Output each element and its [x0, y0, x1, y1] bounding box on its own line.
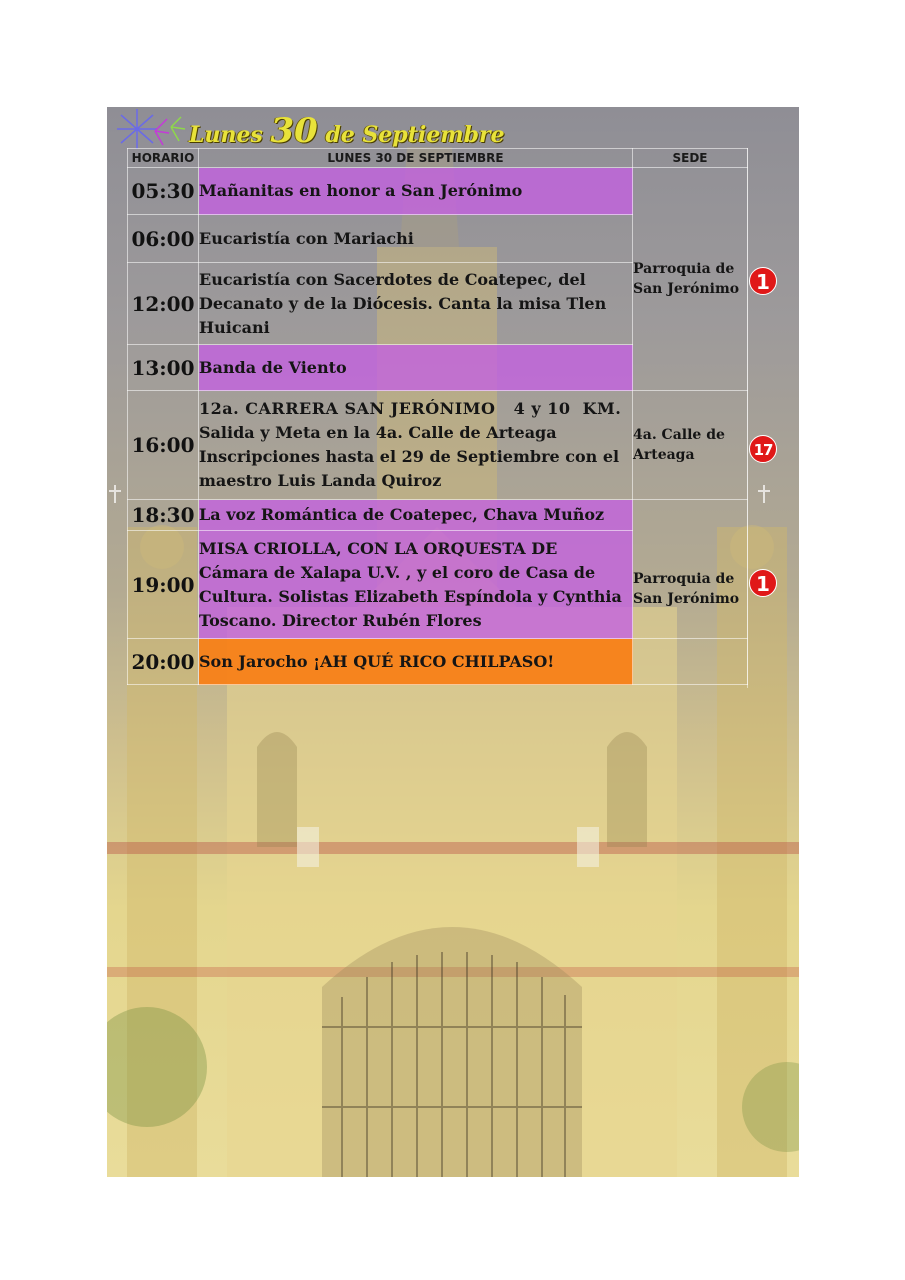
poster-header	[107, 107, 799, 151]
row-event: Eucaristía con Mariachi	[199, 215, 633, 263]
table-header-row	[128, 149, 748, 168]
location-badge: 1	[749, 569, 777, 597]
program-poster	[107, 107, 799, 1177]
row-time: 12:00	[128, 263, 199, 345]
row-event: La voz Romántica de Coatepec, Chava Muñoz	[199, 500, 633, 531]
fireworks-icon	[109, 107, 189, 151]
row-time: 18:30	[128, 500, 199, 531]
location-badge: 17	[749, 435, 777, 463]
row-time: 13:00	[128, 345, 199, 391]
column-header-time: HORARIO	[128, 149, 199, 168]
row-sede: Parroquia de San Jerónimo	[633, 500, 748, 639]
row-time: 19:00	[128, 531, 199, 639]
page-title: Lunes 30 de Septiembre	[189, 111, 505, 151]
location-badge: 1	[749, 267, 777, 295]
race-title: 12a. CARRERA SAN JERÓNIMO 4 y 10 KM.	[199, 399, 622, 418]
table-row	[128, 168, 748, 215]
race-registration: Inscripciones hasta el 29 de Septiembre con el maestro Luis Landa Quiroz	[199, 447, 620, 490]
row-event: Mañanitas en honor a San Jerónimo	[199, 168, 633, 215]
row-event: MISA CRIOLLA, CON LA ORQUESTA DE Cámara de Xalapa U.V. , y el coro de Casa de Cultura. Solistas Elizabeth Espíndola y Cynthia Toscano. Director Rubén Flores	[199, 531, 633, 639]
race-location: Salida y Meta en la 4a. Calle de Arteaga	[199, 423, 557, 442]
row-time: 16:00	[128, 391, 199, 500]
row-time: 20:00	[128, 639, 199, 685]
row-sede: Parroquia de San Jerónimo	[633, 168, 748, 391]
table-row	[128, 391, 748, 500]
row-event: Eucaristía con Sacerdotes de Coatepec, del Decanato y de la Diócesis. Canta la misa Tlen Huicani	[199, 263, 633, 345]
schedule-table	[127, 148, 748, 685]
column-header-sede: SEDE	[633, 149, 748, 168]
row-event: Son Jarocho ¡AH QUÉ RICO CHILPASO!	[199, 639, 633, 685]
row-event: Banda de Viento	[199, 345, 633, 391]
table-row	[128, 500, 748, 531]
row-sede-empty	[633, 639, 748, 685]
table-row	[128, 639, 748, 685]
row-time: 06:00	[128, 215, 199, 263]
row-sede: 4a. Calle de Arteaga	[633, 391, 748, 500]
column-header-event: LUNES 30 DE SEPTIEMBRE	[199, 149, 633, 168]
row-event	[199, 391, 633, 500]
row-time: 05:30	[128, 168, 199, 215]
